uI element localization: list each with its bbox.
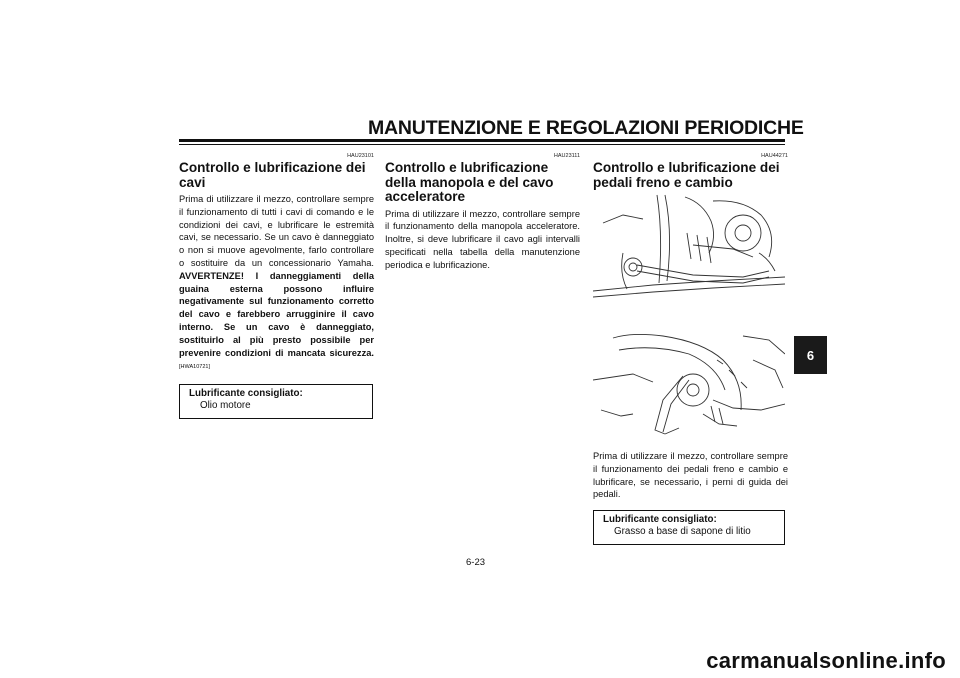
watermark: carmanualsonline.info (706, 648, 946, 673)
brake-pedal-illustration-icon (593, 193, 785, 303)
section-code: HAU23111 (553, 153, 580, 159)
shift-pedal-illustration-icon (593, 330, 785, 442)
page-number: 6-23 (466, 557, 486, 568)
section-pedals-body (593, 450, 788, 545)
lubricant-label: Lubrificante consigliato: (189, 388, 303, 400)
section-body: Prima di utilizzare il mezzo, controllare sempre il funzionamento dei pedali freno e cambio e lubrificare, se necessario, i perni di guida dei pedali. (593, 451, 788, 500)
lubricant-label: Lubrificante consigliato: (603, 514, 717, 526)
section-throttle (385, 153, 580, 271)
chapter-tab: 6 (794, 336, 827, 374)
body-plain: Prima di utilizzare il mezzo, controllare sempre il funzionamento di tutti i cavi di comando e le condizioni dei cavi, e lubrificare le estremità cavi, se necessario. Se un cavo è danneggiato o non si muove agevolmente, farlo controllare o sostituire da un concessionario Yamaha. (179, 194, 374, 268)
section-code: HAU23101 (347, 153, 374, 159)
section-heading: Controllo e lubrificazione della manopola e del cavo acceleratore (385, 160, 554, 204)
section-body (179, 193, 374, 374)
section-heading: Controllo e lubrificazione dei cavi (179, 160, 366, 190)
lubricant-value: Grasso a base di sapone di litio (614, 526, 751, 538)
warning-text: AVVERTENZE! I danneggiamenti della guaina esterna possono influire negativamente sul funzionamento corretto del cavo e farebbero arrugginire il cavo interno. Se un cavo è danneggiato, sostituirlo al più presto possibile per prevenire condizioni di mancata sicurezza. (179, 270, 374, 358)
lubricant-box (593, 510, 785, 545)
section-heading: Controllo e lubrificazione dei pedali freno e cambio (593, 160, 780, 190)
header-rule (179, 139, 785, 142)
lubricant-value: Olio motore (200, 400, 251, 412)
header-rule-thin (179, 144, 785, 145)
section-cables (179, 153, 374, 419)
page-title: MANUTENZIONE E REGOLAZIONI PERIODICHE (368, 117, 804, 139)
lubricant-box (179, 384, 373, 419)
warning-code: [HWA10721] (179, 364, 210, 371)
section-body: Prima di utilizzare il mezzo, controllare sempre il funzionamento della manopola acceleratore. Inoltre, si deve lubrificare il cavo agli intervalli specificati nella tabella della manutenzione periodica e lubrificazione. (385, 208, 580, 270)
section-pedals (593, 153, 788, 190)
section-code: HAU44271 (761, 153, 788, 159)
